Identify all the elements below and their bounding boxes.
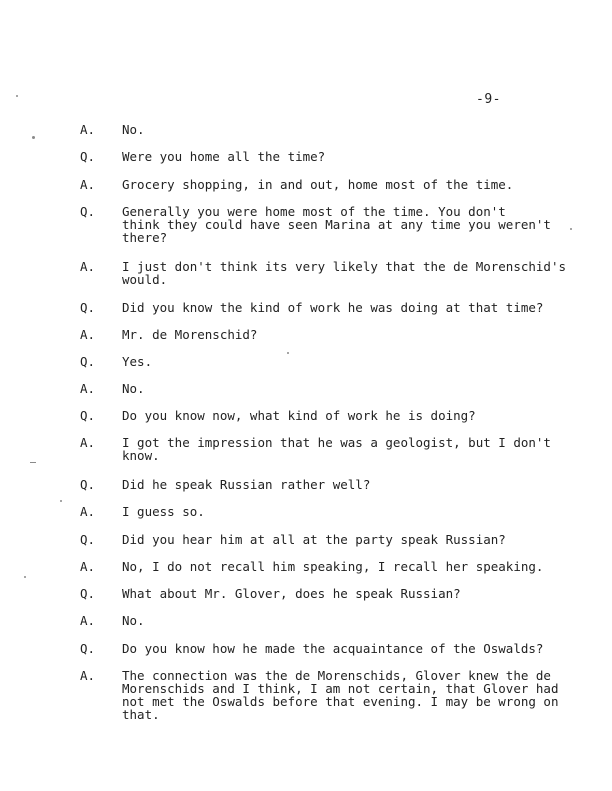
statement-text: Were you home all the time? [122,149,326,164]
scan-speck [570,228,572,230]
speaker-label: Q. [80,586,96,601]
speaker-label: A. [80,504,96,519]
scan-speck [60,500,62,502]
scan-speck [16,95,18,97]
speaker-label: A. [80,381,96,396]
page-number: -9- [476,92,501,107]
statement-text: No. [122,613,145,628]
speaker-label: A. [80,668,96,683]
statement-text: The connection was the de Morenschids, Glover knew the de Morenschids and I think, I am not certain, that Glover had not met the Oswalds before that evening. I may be wrong on that. [122,668,559,722]
speaker-label: Q. [80,408,96,423]
statement-text: No. [122,122,145,137]
statement-text: Do you know now, what kind of work he is doing? [122,408,476,423]
speaker-label: Q. [80,354,96,369]
statement-text: I just don't think its very likely that the de Morenschid's would. [122,259,567,287]
statement-text: Generally you were home most of the time. You don't think they could have seen Marina at any time you weren't there? [122,204,551,245]
statement-text: I got the impression that he was a geologist, but I don't know. [122,435,551,463]
scan-speck [32,136,35,139]
statement-text: Did you know the kind of work he was doing at that time? [122,300,544,315]
statement-text: Did you hear him at all at the party speak Russian? [122,532,506,547]
speaker-label: A. [80,327,96,342]
speaker-label: Q. [80,149,96,164]
statement-text: Do you know how he made the acquaintance of the Oswalds? [122,641,544,656]
statement-text: Yes. [122,354,153,369]
speaker-label: Q. [80,300,96,315]
speaker-label: Q. [80,641,96,656]
statement-text: Did he speak Russian rather well? [122,477,371,492]
speaker-label: A. [80,177,96,192]
statement-text: No. [122,381,145,396]
statement-text: What about Mr. Glover, does he speak Russian? [122,586,461,601]
speaker-label: A. [80,259,96,274]
speaker-label: Q. [80,532,96,547]
statement-text: I guess so. [122,504,205,519]
speaker-label: A. [80,122,96,137]
speaker-label: A. [80,559,96,574]
statement-text: Grocery shopping, in and out, home most of the time. [122,177,514,192]
scan-speck [24,576,26,578]
statement-text: No, I do not recall him speaking, I recall her speaking. [122,559,544,574]
statement-text: Mr. de Morenschid? [122,327,258,342]
scan-speck [287,352,289,354]
speaker-label: A. [80,613,96,628]
speaker-label: Q. [80,477,96,492]
speaker-label: Q. [80,204,96,219]
scan-speck [30,462,36,463]
speaker-label: A. [80,435,96,450]
